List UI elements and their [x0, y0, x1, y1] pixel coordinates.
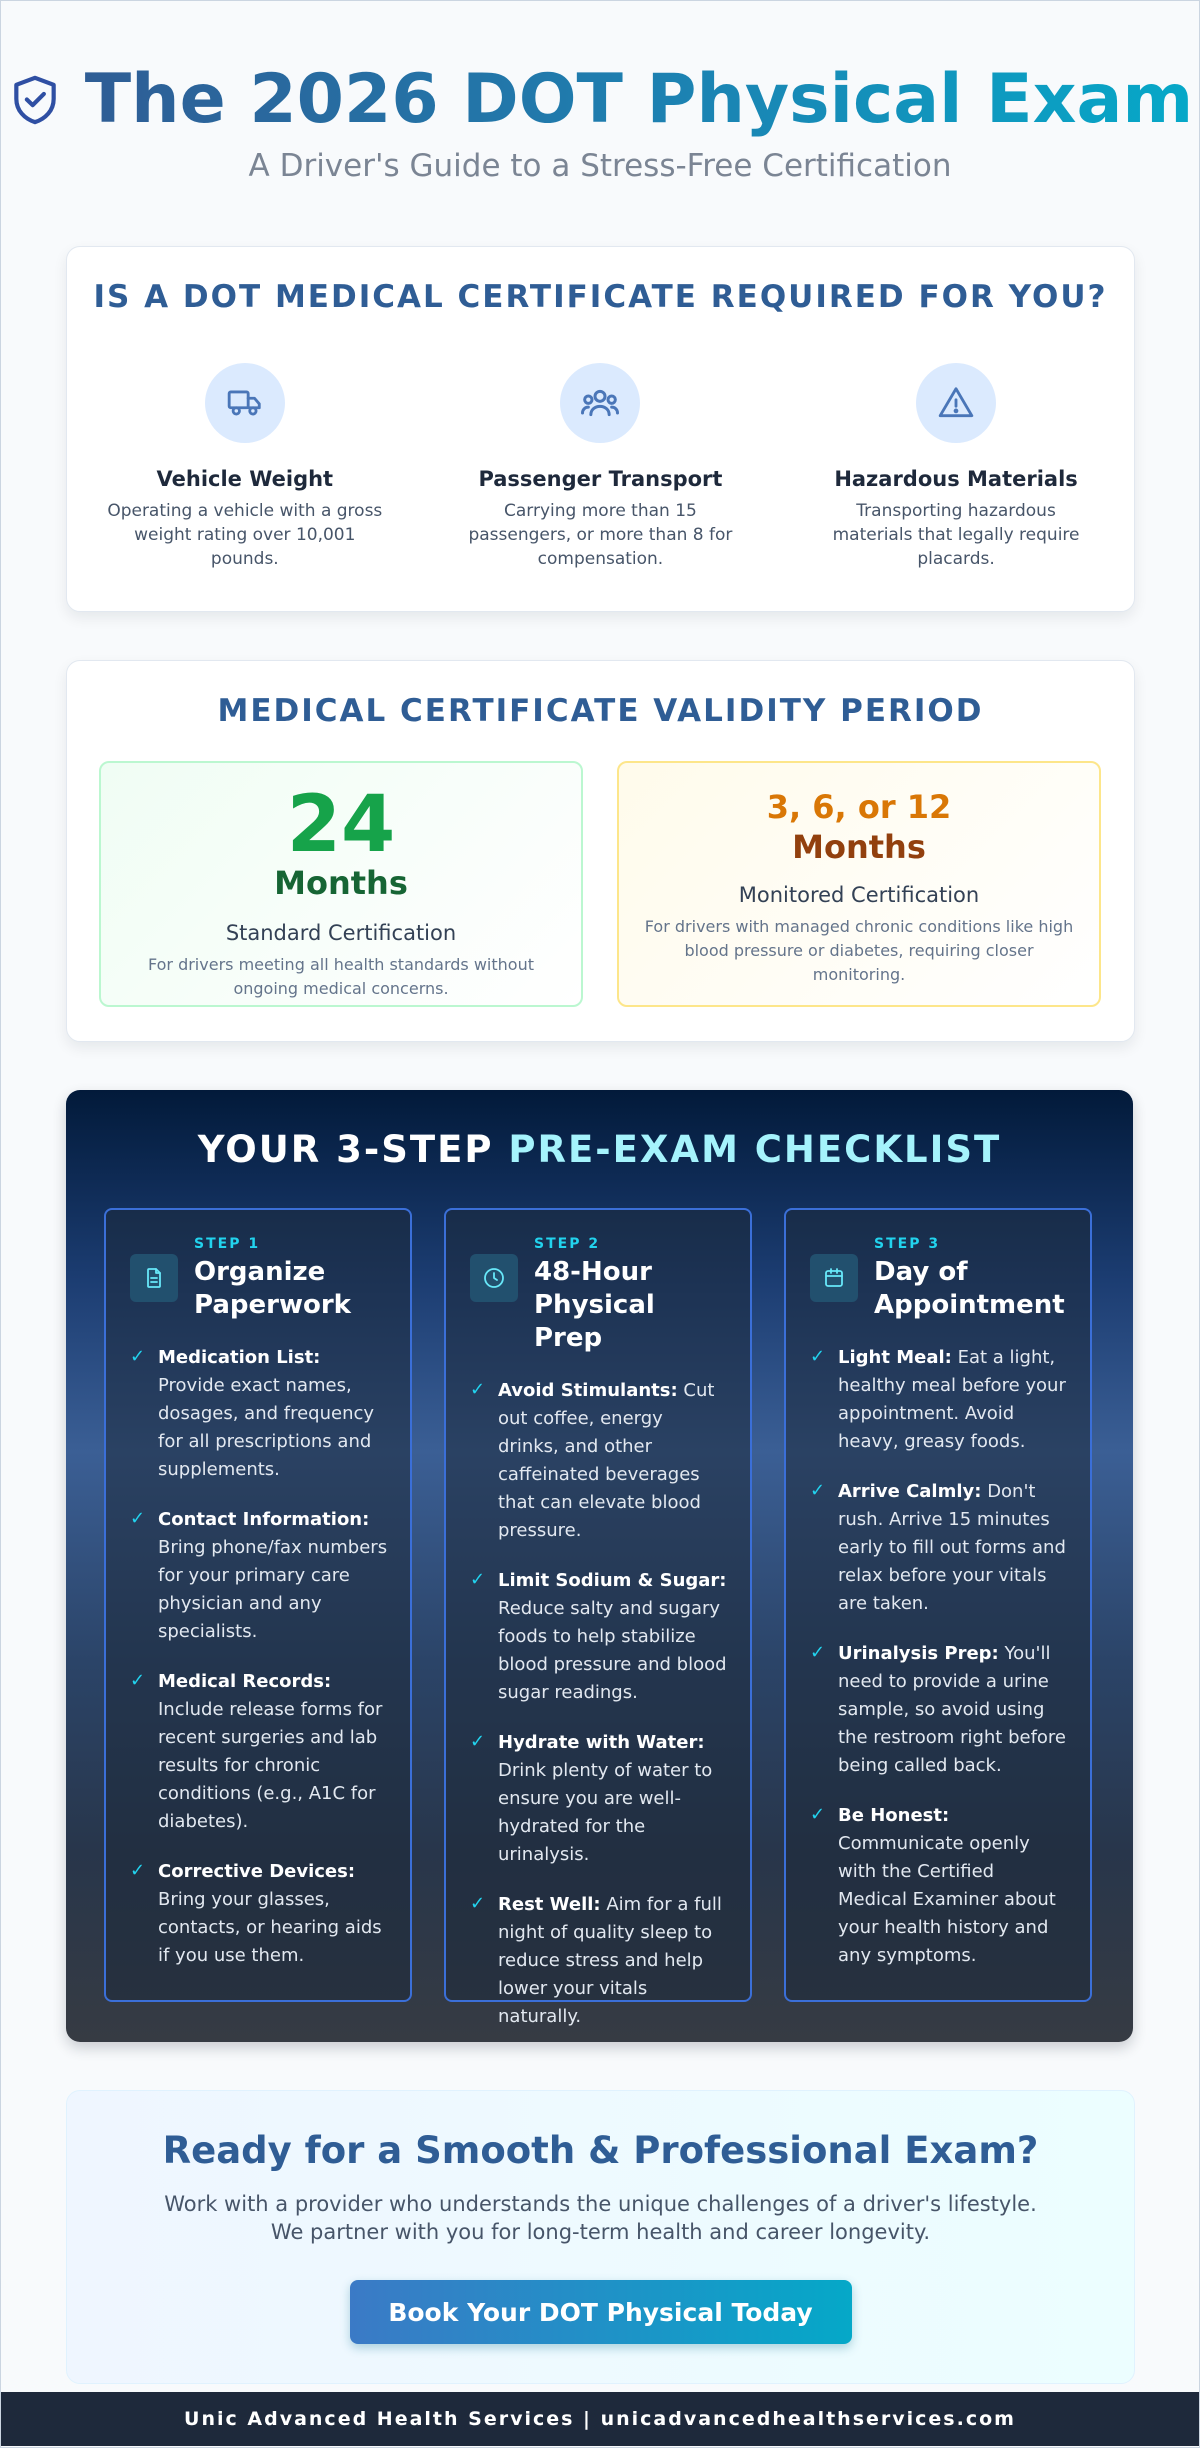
- validity-title: MEDICAL CERTIFICATE VALIDITY PERIOD: [217, 693, 984, 729]
- step-icon-wrap: [810, 1254, 858, 1302]
- book-dot-physical-button[interactable]: Book Your DOT Physical Today: [350, 2280, 852, 2344]
- check-icon: ✓: [130, 1670, 146, 1691]
- requirements-grid: [67, 363, 1134, 571]
- calendar-icon: [822, 1266, 846, 1290]
- checklist-item: [130, 1344, 388, 1484]
- check-icon: ✓: [810, 1480, 826, 1501]
- cta-text: Work with a provider who understands the unique challenges of a driver's lifestyle. We partner with you for long-term health and career longevity.: [164, 2192, 1037, 2244]
- checklist-item-text: Bring your glasses, contacts, or hearing aids if you use them.: [158, 1889, 382, 1966]
- requirement-item-vehicle-weight: [67, 363, 423, 571]
- checklist-title-part2: PRE-EXAM CHECKLIST: [508, 1128, 1002, 1171]
- step-card-1: [104, 1208, 412, 2002]
- validity-card: [66, 660, 1135, 1042]
- checklist-item: [810, 1344, 1068, 1456]
- standard-certification-name: Standard Certification: [225, 921, 457, 945]
- check-icon: ✓: [470, 1379, 486, 1400]
- checklist-item-text: You'll need to provide a urine sample, so avoid using the restroom right before being called back.: [838, 1643, 1067, 1776]
- checklist-item-title: Limit Sodium & Sugar:: [498, 1570, 727, 1591]
- step-icon-wrap: [130, 1254, 178, 1302]
- requirement-name: Vehicle Weight: [156, 467, 334, 491]
- requirement-item-passenger-transport: [423, 363, 779, 571]
- checklist-item: [470, 1377, 728, 1545]
- checklist-title-part1: YOUR 3-STEP: [197, 1128, 494, 1171]
- checklist-item: [130, 1668, 388, 1836]
- checklist-item-text: Eat a light, healthy meal before your appointment. Avoid heavy, greasy foods.: [838, 1347, 1066, 1452]
- check-icon: ✓: [470, 1731, 486, 1752]
- shield-check-icon: [7, 70, 63, 130]
- clock-icon: [482, 1266, 506, 1290]
- requirement-description: Operating a vehicle with a gross weight rating over 10,001 pounds.: [107, 501, 383, 569]
- checklist-item-title: Hydrate with Water:: [498, 1732, 705, 1753]
- requirement-item-hazardous-materials: [778, 363, 1134, 571]
- check-icon: ✓: [130, 1860, 146, 1881]
- standard-duration-unit: Months: [274, 864, 408, 902]
- step-card-2: [444, 1208, 752, 2027]
- requirement-description: Transporting hazardous materials that legally require placards.: [832, 501, 1080, 569]
- checklist-item: [470, 1891, 728, 2031]
- check-icon: ✓: [130, 1346, 146, 1367]
- monitored-certification-box: [617, 761, 1101, 1007]
- page-title: The 2026 DOT Physical Exam: [84, 60, 1194, 139]
- monitored-duration-number: 3, 6, or 12: [766, 788, 952, 826]
- checklist-item: [470, 1567, 728, 1707]
- checklist-item-title: Arrive Calmly:: [838, 1481, 982, 1502]
- checklist-item-title: Avoid Stimulants:: [498, 1380, 678, 1401]
- checklist-item-text: Bring phone/fax numbers for your primary care physician and any specialists.: [158, 1537, 388, 1642]
- checklist-item-title: Medical Records:: [158, 1671, 332, 1692]
- step-checklist: [786, 1344, 1090, 1970]
- monitored-certification-name: Monitored Certification: [738, 883, 980, 907]
- check-icon: ✓: [130, 1508, 146, 1529]
- check-icon: ✓: [470, 1893, 486, 1914]
- step-card-3: [784, 1208, 1092, 2002]
- requirements-title: IS A DOT MEDICAL CERTIFICATE REQUIRED FOR YOU?: [93, 279, 1108, 315]
- step-label: STEP 3: [874, 1236, 941, 1252]
- checklist-item-title: Medication List:: [158, 1347, 321, 1368]
- monitored-certification-description: For drivers with managed chronic conditions like high blood pressure or diabetes, requiring closer monitoring.: [644, 917, 1074, 984]
- step-name: Organize Paperwork: [194, 1257, 351, 1320]
- checklist-item-text: Reduce salty and sugary foods to help stabilize blood pressure and blood sugar readings.: [498, 1598, 727, 1703]
- checklist-item: [810, 1640, 1068, 1780]
- checklist-item-text: Communicate openly with the Certified Medical Examiner about your health history and any symptoms.: [838, 1833, 1056, 1966]
- checklist-item-title: Contact Information:: [158, 1509, 370, 1530]
- cta-title: Ready for a Smooth & Professional Exam?: [162, 2129, 1039, 2172]
- checklist-item: [810, 1478, 1068, 1618]
- checklist-item: [470, 1729, 728, 1869]
- check-icon: ✓: [810, 1804, 826, 1825]
- checklist-item-text: Include release forms for recent surgeries and lab results for chronic conditions (e.g., A1C for diabetes).: [158, 1699, 383, 1832]
- checklist-item-text: Aim for a full night of quality sleep to reduce stress and help lower your vitals naturally.: [498, 1894, 722, 2027]
- page-subtitle: A Driver's Guide to a Stress-Free Certification: [248, 148, 952, 184]
- page-footer: Unic Advanced Health Services | unicadvancedhealthservices.com: [1, 2392, 1199, 2446]
- checklist-item-text: Cut out coffee, energy drinks, and other caffeinated beverages that can elevate blood pressure.: [498, 1380, 715, 1541]
- checklist-item: [130, 1506, 388, 1646]
- check-icon: ✓: [810, 1642, 826, 1663]
- step-name: 48-Hour Physical Prep: [534, 1257, 655, 1353]
- requirement-name: Hazardous Materials: [834, 467, 1078, 491]
- checklist-item-title: Urinalysis Prep:: [838, 1643, 999, 1664]
- checklist-item-text: Drink plenty of water to ensure you are well-hydrated for the urinalysis.: [498, 1760, 713, 1865]
- checklist-item-title: Be Honest:: [838, 1805, 950, 1826]
- warning-triangle-icon: [937, 384, 975, 422]
- check-icon: ✓: [470, 1569, 486, 1590]
- monitored-duration-unit: Months: [792, 828, 926, 866]
- requirement-description: Carrying more than 15 passengers, or more than 8 for compensation.: [468, 501, 733, 569]
- step-label: STEP 1: [194, 1236, 261, 1252]
- checklist-title: [66, 1128, 1133, 1171]
- checklist-item-title: Corrective Devices:: [158, 1861, 356, 1882]
- requirements-card: [66, 246, 1135, 612]
- checklist-item: [810, 1802, 1068, 1970]
- step-name: Day of Appointment: [874, 1257, 1065, 1320]
- requirement-name: Passenger Transport: [478, 467, 723, 491]
- users-icon: [580, 383, 620, 423]
- standard-certification-description: For drivers meeting all health standards without ongoing medical concerns.: [147, 955, 534, 998]
- checklist-section: [66, 1090, 1133, 2042]
- document-icon: [142, 1266, 166, 1290]
- standard-certification-box: [99, 761, 583, 1007]
- step-checklist: [446, 1377, 750, 2031]
- standard-duration-number: 24: [286, 780, 396, 870]
- checklist-item-text: Don't rush. Arrive 15 minutes early to fill out forms and relax before your vitals are taken.: [838, 1481, 1066, 1614]
- checklist-item: [130, 1858, 388, 1970]
- requirement-icon-wrap: [560, 363, 640, 443]
- cta-card: [66, 2090, 1135, 2384]
- step-label: STEP 2: [534, 1236, 601, 1252]
- truck-icon: [226, 384, 264, 422]
- page-header: [0, 60, 1200, 184]
- checklist-item-title: Light Meal:: [838, 1347, 952, 1368]
- requirement-icon-wrap: [205, 363, 285, 443]
- step-icon-wrap: [470, 1254, 518, 1302]
- requirement-icon-wrap: [916, 363, 996, 443]
- checklist-item-title: Rest Well:: [498, 1894, 601, 1915]
- checklist-item-text: Provide exact names, dosages, and frequency for all prescriptions and supplements.: [158, 1375, 375, 1480]
- check-icon: ✓: [810, 1346, 826, 1367]
- step-checklist: [106, 1344, 410, 1970]
